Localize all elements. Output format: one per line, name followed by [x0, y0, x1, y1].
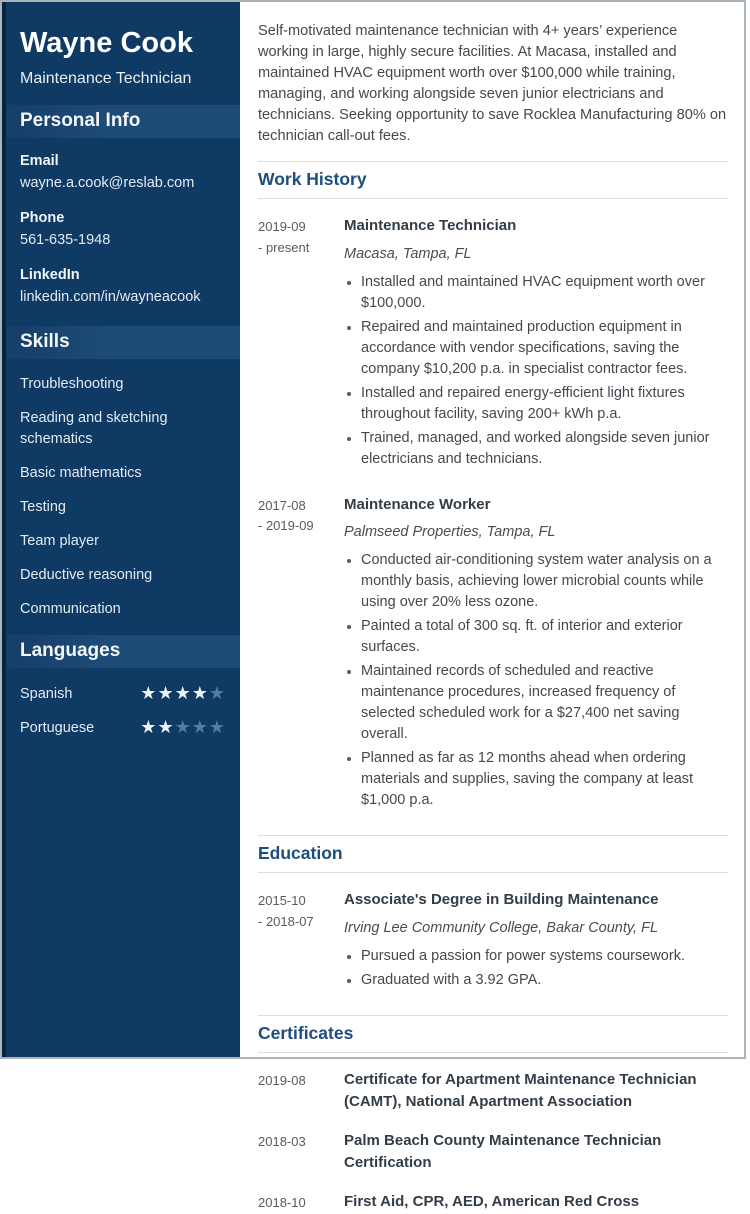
school-location: Irving Lee Community College, Bakar County, FL — [344, 919, 659, 936]
star-icon: ★ — [208, 717, 226, 738]
date-end: - 2019-09 — [258, 518, 314, 534]
star-icon: ★ — [208, 683, 226, 704]
bullet-item: • Conducted air-conditioning system water analysis on a monthly basis, achieving lower microbial counts while using over 20% less ozone. — [361, 550, 728, 613]
date-start: 2019-09 — [258, 219, 306, 234]
language-row — [20, 717, 226, 738]
entry-body — [344, 1069, 728, 1114]
phone-value: 561-635-1948 — [20, 232, 111, 249]
certificate-title: First Aid, CPR, AED, American Red Cross — [344, 1192, 640, 1210]
entry-body — [344, 1191, 728, 1214]
certificate-title: Palm Beach County Maintenance Technician Certification — [344, 1131, 662, 1172]
star-rating — [140, 683, 226, 704]
star-icon: ★ — [191, 683, 209, 704]
star-icon: ★ — [174, 717, 192, 738]
skill-item: Basic mathematics — [20, 465, 142, 482]
job-title: Maintenance Worker — [344, 495, 491, 513]
language-row — [20, 683, 226, 704]
candidate-name: Wayne Cook — [20, 27, 193, 59]
skill-item: Testing — [20, 499, 66, 516]
personal-info-section — [6, 138, 240, 326]
candidate-job-title: Maintenance Technician — [20, 70, 192, 88]
work-history-section — [258, 161, 728, 814]
certificate-entry — [258, 1191, 728, 1214]
entry-dates — [258, 215, 344, 473]
work-history-heading: Work History — [258, 169, 367, 189]
work-entry — [258, 494, 728, 815]
email-value: wayne.a.cook@reslab.com — [20, 175, 195, 192]
entry-body — [344, 494, 728, 815]
star-icon: ★ — [157, 717, 175, 738]
company-location: Palmseed Properties, Tampa, FL — [344, 524, 556, 541]
skill-item: Deductive reasoning — [20, 567, 153, 584]
professional-summary: Self-motivated maintenance technician with 4+ years’ experience working in large, highly secure facilities. At Macasa, installed and maintained HVAC equipment worth over $100,000 while training, managing, and working alongside seven junior electricians and technicians. Seeking opportunity to save Rocklea Manufacturing 80% on technician call-out fees. — [258, 23, 727, 144]
bullet-item: • Graduated with a 3.92 GPA. — [361, 970, 728, 991]
date-end: - 2018-07 — [258, 914, 314, 930]
education-heading: Education — [258, 843, 343, 864]
certificate-title: Certificate for Apartment Maintenance Technician (CAMT), National Apartment Association — [344, 1070, 697, 1111]
languages-heading: Languages — [6, 635, 240, 668]
skills-section — [6, 359, 240, 635]
bullet-item: • Trained, managed, and worked alongside seven junior electricians and technicians. — [361, 428, 728, 470]
date-start: 2015-10 — [258, 893, 306, 909]
date-end: - present — [258, 239, 310, 255]
entry-dates — [258, 494, 344, 815]
certificate-entry — [258, 1069, 728, 1114]
contact-field-email — [20, 153, 226, 191]
skill-item: Communication — [20, 601, 121, 618]
contact-field-linkedin — [20, 267, 226, 305]
skill-item: Troubleshooting — [20, 376, 124, 393]
entry-body — [344, 889, 728, 994]
entry-body — [344, 215, 728, 473]
skill-item: Team player — [20, 533, 99, 550]
language-name: Spanish — [20, 685, 73, 702]
certificates-section — [258, 1015, 728, 1214]
certificates-heading: Certificates — [258, 1022, 354, 1043]
education-entry — [258, 889, 728, 994]
languages-section — [6, 668, 240, 753]
star-icon: ★ — [174, 683, 192, 704]
job-title: Maintenance Technician — [344, 217, 517, 234]
skills-heading: Skills — [6, 326, 240, 359]
divider — [258, 1052, 728, 1053]
degree-title: Associate's Degree in Building Maintenance — [344, 891, 659, 909]
bullet-item: • Repaired and maintained production equipment in accordance with vendor specifications, saving the company $10,200 p.a. in specialist contractor fees. — [361, 317, 728, 380]
language-name: Portuguese — [20, 719, 95, 736]
entry-dates: 2018-10 — [258, 1194, 306, 1210]
star-icon: ★ — [157, 683, 175, 704]
work-entry — [258, 215, 728, 473]
star-rating — [140, 717, 226, 738]
phone-label: Phone — [20, 210, 65, 227]
entry-dates — [258, 889, 344, 994]
star-icon: ★ — [140, 683, 158, 704]
bullet-item: • Installed and maintained HVAC equipment worth over $100,000. — [361, 272, 728, 314]
education-section — [258, 835, 728, 994]
contact-field-phone — [20, 210, 226, 248]
divider — [258, 198, 728, 199]
entry-dates: 2019-08 — [258, 1072, 306, 1088]
star-icon: ★ — [191, 717, 209, 738]
bullet-item: • Planned as far as 12 months ahead when ordering materials and supplies, saving the company at least $1,000 p.a. — [361, 748, 728, 811]
bullet-item: • Installed and repaired energy-efficient light fixtures throughout facility, saving 200+ kWh p.a. — [361, 383, 728, 425]
certificate-entry — [258, 1130, 728, 1175]
divider — [258, 872, 728, 873]
skill-item: Reading and sketching schematics — [20, 410, 168, 448]
star-icon: ★ — [140, 717, 158, 738]
email-label: Email — [20, 153, 59, 170]
company-location: Macasa, Tampa, FL — [344, 245, 472, 262]
education-bullets — [344, 946, 728, 991]
linkedin-value: linkedin.com/in/wayneacook — [20, 289, 201, 306]
job-bullets — [344, 550, 728, 811]
identity-block — [6, 2, 240, 88]
linkedin-label: LinkedIn — [20, 267, 80, 284]
bullet-item: • Pursued a passion for power systems coursework. — [361, 946, 728, 967]
main-content — [240, 2, 744, 1210]
job-bullets — [344, 272, 728, 470]
sidebar — [2, 2, 240, 1057]
entry-body — [344, 1130, 728, 1175]
entry-dates: 2018-03 — [258, 1133, 306, 1149]
personal-info-heading: Personal Info — [6, 105, 240, 138]
bullet-item: • Maintained records of scheduled and reactive maintenance procedures, increased frequency of selected scheduled work for a $27,400 net saving overall. — [361, 661, 728, 745]
date-start: 2017-08 — [258, 497, 306, 513]
bullet-item: • Painted a total of 300 sq. ft. of interior and exterior surfaces. — [361, 616, 728, 658]
